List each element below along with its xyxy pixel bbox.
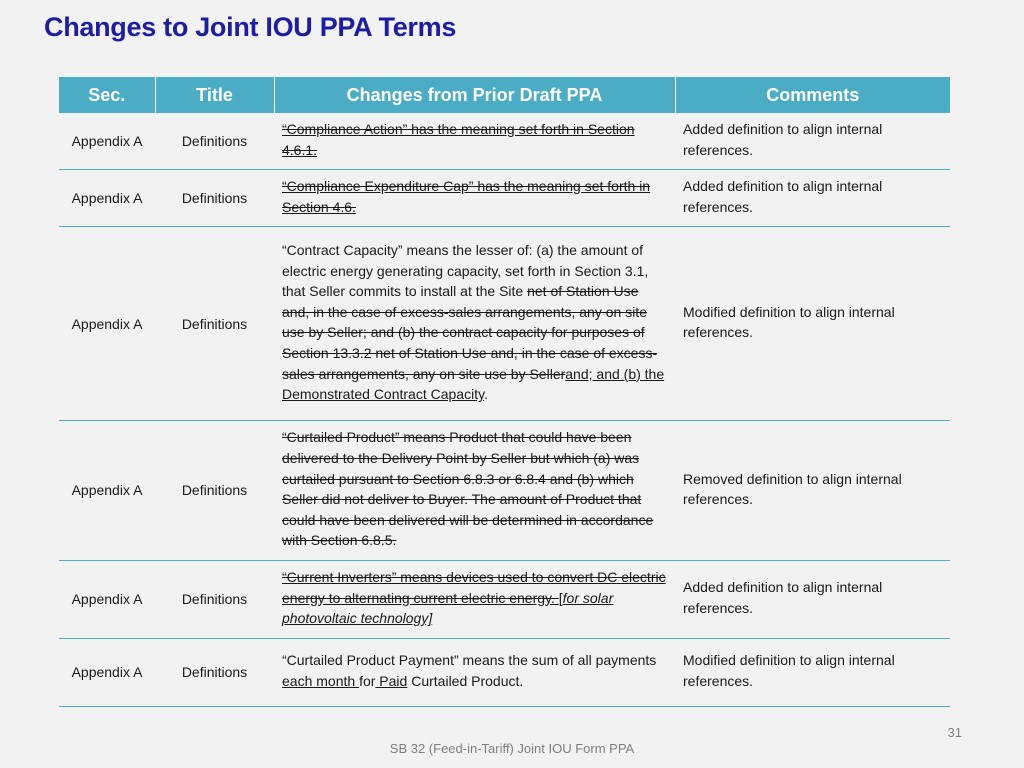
change-cell [274, 227, 675, 421]
sec-cell: Appendix A [59, 560, 155, 638]
title-cell: Definitions [155, 638, 274, 706]
table-row [59, 113, 950, 170]
comment-cell: Modified definition to align internal references. [675, 227, 950, 421]
slide-title: Changes to Joint IOU PPA Terms [44, 12, 457, 42]
change-cell [274, 113, 675, 170]
change-text: “Contract Capacity” means the lesser of: (a) the amount of electric energy generating capacity, set forth in Section 3.1, that Seller commits to install at the Site [282, 242, 649, 300]
comment-cell: Added definition to align internal references. [675, 170, 950, 227]
sec-cell: Appendix A [59, 421, 155, 561]
comment-cell: Modified definition to align internal references. [675, 638, 950, 706]
change-text: “Compliance Expenditure Cap” has the meaning set forth in Section 4.6. [282, 178, 651, 215]
change-cell [274, 170, 675, 227]
inserted-text: Paid [375, 672, 408, 689]
title-cell: Definitions [155, 170, 274, 227]
slide-footer: SB 32 (Feed-in-Tariff) Joint IOU Form PPA [389, 741, 635, 756]
deleted-text: “Curtailed Product” means Product that could have been delivered to the Delivery Point by Seller but which (a) was curtailed pursuant to Section 6.8.3 or 6.8.4 and (b) which Seller did not deliver to Buyer. The amount of Product that could have been delivered will be determined in accordance with Section 6.8.5. [282, 429, 654, 549]
inserted-text: each month [282, 672, 360, 689]
sec-cell: Appendix A [59, 170, 155, 227]
change-text: for [359, 672, 376, 689]
change-cell [274, 638, 675, 706]
table-row [59, 421, 950, 561]
sec-cell: Appendix A [59, 113, 155, 170]
change-text: Curtailed Product. [407, 672, 524, 689]
deleted-text: net of Station Use and, in the case of excess-sales arrangements, any on site use by Seller; and (b) the contract capacity for purposes of Section 13.3.2 net of Station Use and, in the case of excess-sales arrangements, any on site use by Seller [282, 283, 658, 382]
comment-cell: Added definition to align internal references. [675, 113, 950, 170]
header-sec: Sec. [59, 77, 155, 113]
change-cell [274, 421, 675, 561]
header-comments: Comments [675, 77, 950, 113]
title-cell: Definitions [155, 560, 274, 638]
ppa-changes-table [59, 77, 950, 707]
sec-cell: Appendix A [59, 638, 155, 706]
change-text: “Current Inverters” means devices used to convert DC electric energy to alternating current electric energy. [282, 568, 666, 606]
inserted-text: [ [558, 589, 563, 606]
title-cell: Definitions [155, 421, 274, 561]
change-cell [274, 560, 675, 638]
sec-cell: Appendix A [59, 227, 155, 421]
change-text: . [484, 386, 488, 403]
header-title: Title [155, 77, 274, 113]
change-text: “Curtailed Product Payment” means the sum of all payments [282, 652, 657, 669]
change-text: “Compliance Action” has the meaning set forth in Section 4.6.1. [282, 121, 635, 158]
table-row [59, 560, 950, 638]
table-row [59, 227, 950, 421]
table-row [59, 638, 950, 706]
title-cell: Definitions [155, 113, 274, 170]
title-cell: Definitions [155, 227, 274, 421]
header-changes: Changes from Prior Draft PPA [274, 77, 675, 113]
table-header-row [59, 77, 950, 113]
table-row [59, 170, 950, 227]
inserted-italic-text: for solar photovoltaic technology] [282, 589, 614, 627]
comment-cell: Removed definition to align internal references. [675, 421, 950, 561]
comment-cell: Added definition to align internal references. [675, 560, 950, 638]
inserted-text: and; and (b) the Demonstrated Contract Capacity [282, 365, 665, 403]
slide-number: 31 [947, 725, 962, 740]
